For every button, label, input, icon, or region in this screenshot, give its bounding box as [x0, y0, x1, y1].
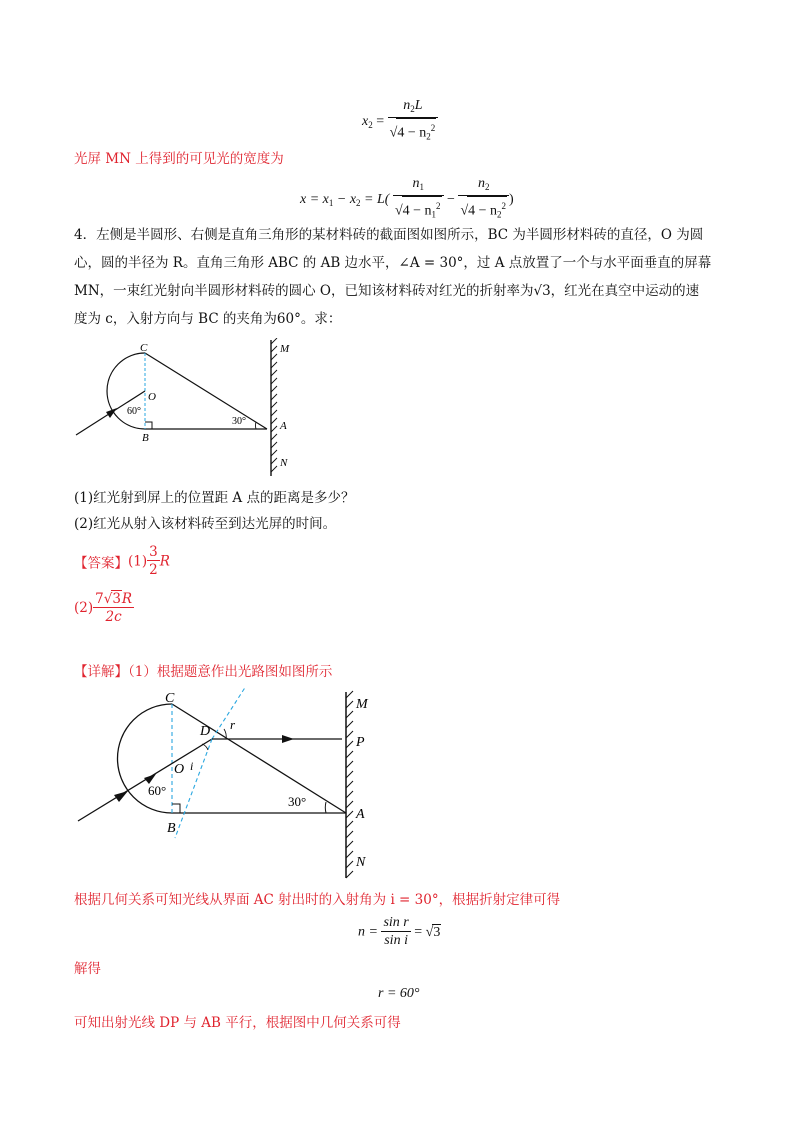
fig1-label-N: N: [280, 457, 288, 469]
fig1-label-B: B: [142, 432, 149, 444]
question-2: (2)红光从射入该材料砖至到达光屏的时间。: [74, 516, 337, 532]
problem-line-3: MN，一束红光射向半圆形材料砖的圆心 O，已知该材料砖对红光的折射率为√3，红光在真空中运动的速: [74, 283, 700, 299]
fig2-angle-60: 60°: [148, 783, 167, 798]
fig1-label-A: A: [280, 420, 287, 432]
answer-tag: 【答案】: [74, 555, 128, 572]
final-line: 可知出射光线 DP 与 AB 平行，根据图中几何关系可得: [74, 1015, 401, 1031]
equation-n: n = $\frac{\text{sin r}}{\text{sin i}}$ = √3: [358, 915, 441, 948]
fig2-label-M: M: [356, 697, 368, 712]
equation-x2: $x_2$ = $\frac{n_2L}{√4 - n_2^2}$: [362, 98, 438, 146]
fig2-label-r: r: [230, 717, 236, 732]
fig2-label-D: D: [200, 724, 211, 739]
fig2-label-P: P: [356, 735, 365, 750]
fig2-label-C: C: [165, 691, 175, 706]
jiede-line: 解得: [74, 961, 101, 977]
width-line: 光屏 MN 上得到的可见光的宽度为: [74, 151, 284, 167]
figure-1: [70, 338, 310, 478]
fig2-label-A: A: [356, 807, 365, 822]
figure-2: [70, 688, 390, 888]
fig1-label-O: O: [148, 391, 156, 403]
fig1-angle-30: 30°: [232, 416, 246, 427]
fig2-label-N: N: [356, 855, 366, 870]
fig1-label-C: C: [140, 342, 148, 354]
fig2-angle-30: 30°: [288, 794, 307, 809]
problem-line-4: 度为 c，入射方向与 BC 的夹角为60°。求：: [74, 311, 342, 327]
equation-x: $x = x_1 - x_2 = L$( $\frac{n_1}{√4 - n_1^2}$ − $\frac{n_2}{√4 - n_2^2}$ ): [300, 176, 514, 224]
fig2-label-O: O: [174, 762, 185, 777]
problem-text: [74, 224, 734, 330]
equation-r: r = 60°: [378, 986, 420, 1001]
answer-1: 【答案】(1) $\frac{3}{2}$ R: [74, 544, 170, 578]
fig2-label-B: B: [167, 821, 176, 836]
detail-line: 【详解】（1）根据题意作出光路图如图所示: [74, 664, 333, 680]
question-1: (1)红光射到屏上的位置距 A 点的距离是多少？: [74, 490, 355, 506]
detail-tag: 【详解】: [74, 664, 128, 680]
answer-2: (2) $\frac{7√3R}{2c}$: [74, 591, 133, 625]
problem-line-2: 心，圆的半径为 R。直角三角形 ABC 的 AB 边水平，∠A = 30°，过 A 点放置了一个与水平面垂直的屏幕: [74, 255, 712, 271]
fig1-label-M: M: [280, 343, 290, 355]
fig1-angle-60: 60°: [127, 406, 141, 417]
fig2-label-i: i: [190, 759, 194, 773]
problem-line-1: 4．左侧是半圆形、右侧是直角三角形的某材料砖的截面图如图所示，BC 为半圆形材料砖的直径，O 为圆: [74, 227, 704, 243]
geometry-line: 根据几何关系可知光线从界面 AC 射出时的入射角为 i = 30°，根据折射定律可得: [74, 892, 561, 908]
